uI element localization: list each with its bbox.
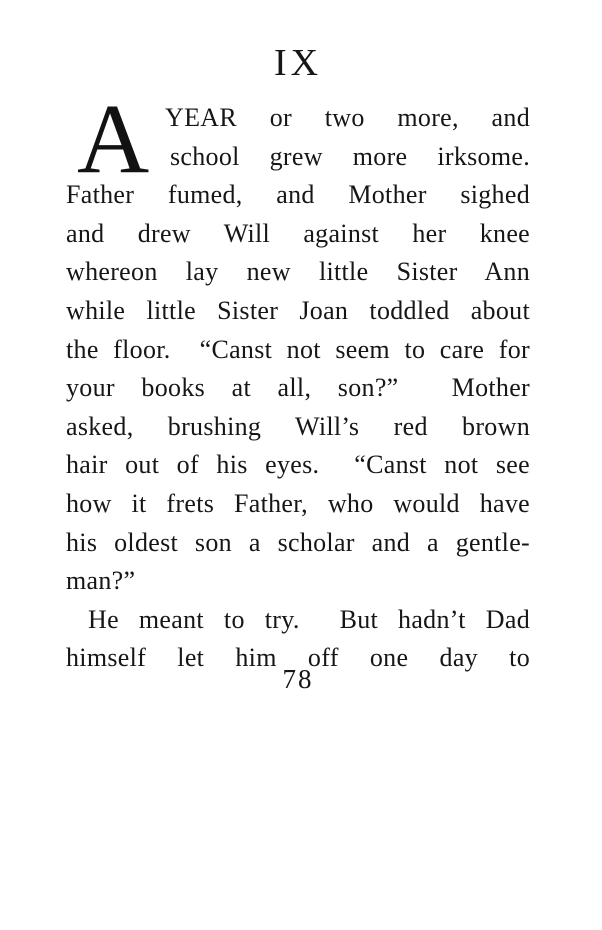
text-line: He meant to try. But hadn’t Dad [88,604,530,634]
text-line: man?” [66,566,136,596]
text-line: how it frets Father, who would have [66,488,530,518]
text-line: asked, brushing Will’s red brown [66,411,530,441]
text-line: hair out of his eyes. “Canst not see [66,450,530,480]
text-line: YEAR or two more, and [165,103,530,132]
text-line: his oldest son a scholar and a gentle- [66,527,530,557]
text-line: himself let him off one day to [66,643,530,673]
text-line: and drew Will against her knee [66,218,530,248]
text-line: whereon lay new little Sister Ann [66,257,530,287]
text-line: the floor. “Canst not seem to care for [66,334,530,364]
text-line: Father fumed, and Mother sighed [66,180,530,210]
text-line: school grew more irksome. [170,141,530,171]
drop-cap-letter: A [77,83,150,194]
text-line: while little Sister Joan toddled about [66,295,530,325]
body-text-block [66,99,530,678]
page-number: 78 [282,664,314,694]
chapter-number: IX [273,42,323,84]
text-line: your books at all, son?” Mother [66,373,530,403]
